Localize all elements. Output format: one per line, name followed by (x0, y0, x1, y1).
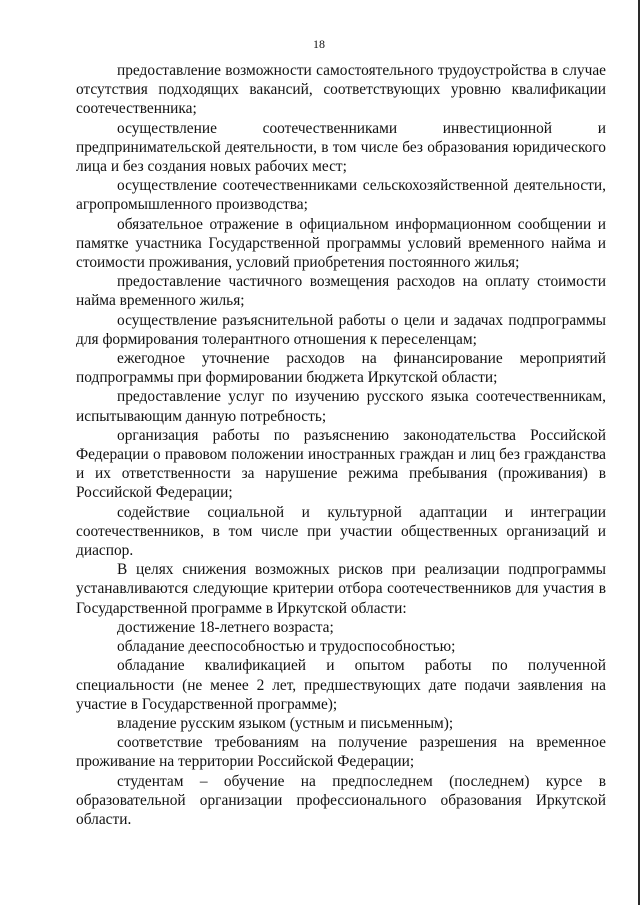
document-body (76, 61, 606, 829)
paragraph: владение русским языком (устным и письменным); (117, 714, 454, 732)
paragraph: содействие социальной и культурной адаптации и интеграции соотечественников, в том числе при участии общественных организаций и диаспор. (76, 503, 606, 560)
paragraph: обладание дееспособностью и трудоспособностью; (117, 638, 456, 656)
paragraph: соответствие требованиям на получение разрешения на временное проживание на территории Российской Федерации; (76, 734, 606, 771)
paragraph: достижение 18-летнего возраста; (117, 618, 334, 636)
paragraph: В целях снижения возможных рисков при реализации подпрограммы устанавливаются следующие критерии отбора соотечественников для участия в Государственной программе в Иркутской области: (76, 561, 606, 617)
paragraph: осуществление разъяснительной работы о цели и задачах подпрограммы для формирования толерантного отношения к переселенцам; (76, 311, 606, 348)
paragraph: студентам – обучение на предпоследнем (последнем) курсе в образовательной организации профессионального образования Иркутской области. (76, 772, 606, 828)
paragraph: организация работы по разъяснению законодательства Российской Федерации о правовом положении иностранных граждан и лиц без гражданства и их ответственности за нарушение режима пребывания (проживания) в Российской Федерации; (76, 426, 606, 502)
paragraph: ежегодное уточнение расходов на финансирование мероприятий подпрограммы при формировании бюджета Иркутской области; (76, 350, 606, 387)
paragraph: осуществление соотечественниками инвестиционной и предпринимательской деятельности, в том числе без образования юридического лица и без создания новых рабочих мест; (76, 119, 606, 176)
paragraph: обладание квалификацией и опытом работы по полученной специальности (не менее 2 лет, предшествующих дате подачи заявления на участие в Государственной программе); (76, 657, 606, 713)
paragraph: предоставление частичного возмещения расходов на оплату стоимости найма временного жилья; (76, 273, 606, 310)
paragraph: предоставление возможности самостоятельного трудоустройства в случае отсутствия подходящих вакансий, соответствующих уровню квалификации соотечественника; (76, 62, 606, 118)
page-number: 18 (313, 37, 325, 51)
paragraph: предоставление услуг по изучению русского языка соотечественникам, испытывающим данную потребность; (76, 388, 606, 425)
paragraph: обязательное отражение в официальном информационном сообщении и памятке участника Государственной программы условий временного найма и стоимости проживания, условий приобретения постоянного жилья; (76, 215, 606, 272)
paragraph: осуществление соотечественниками сельскохозяйственной деятельности, агропромышленного производства; (76, 177, 606, 214)
